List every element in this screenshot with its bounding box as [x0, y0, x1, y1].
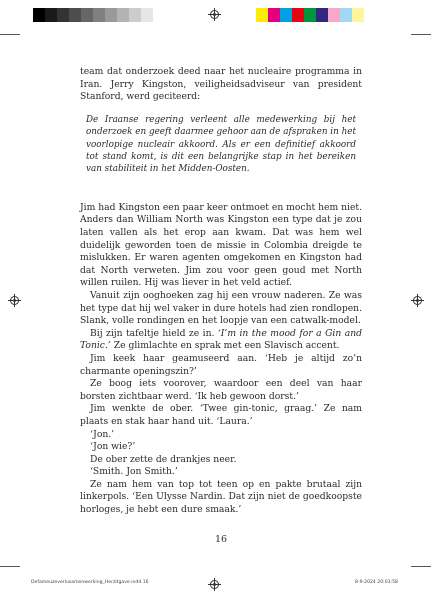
registration-mark-top-icon: [210, 10, 219, 19]
crop-mark: [0, 566, 20, 567]
block-quote: De Iraanse regering verleent alle medewerking bij het onderzoek en geeft daarmee gehoor aan de afspraken in het voorlopige nucleair akkoord. Als er een definitief akkoord tot stand komt, is dit een belangrijke stap in het bereiken van stabiliteit in het Midden-Oosten.: [86, 114, 356, 175]
crop-mark: [411, 566, 431, 567]
slug-filename: Defameuzeverlusamenwerking_Herzitgave.indd 16: [31, 580, 149, 585]
color-swatch: [328, 8, 340, 22]
color-swatch: [268, 8, 280, 22]
gray-swatch: [117, 8, 129, 22]
gray-swatch: [45, 8, 57, 22]
paragraph: Vanuit zijn ooghoeken zag hij een vrouw naderen. Ze was het type dat hij wel vaker in dure hotels had zien rondlopen. Slank, volle rondingen en het loopje van een catwalk-model.: [80, 289, 362, 327]
paragraph: ‘Smith. Jon Smith.’: [90, 466, 178, 478]
paragraph: ‘Jon.’: [90, 428, 115, 440]
gray-swatch: [93, 8, 105, 22]
registration-mark-left-icon: [10, 296, 19, 305]
paragraph: De ober zette de drankjes neer.: [90, 453, 237, 465]
color-swatch: [352, 8, 364, 22]
slug-timestamp: 8-9-2024 20:03:58: [355, 580, 398, 585]
gray-swatch: [33, 8, 45, 22]
crop-mark: [411, 34, 431, 35]
paragraph: Jim wenkte de ober. ‘Twee gin-tonic, graag.’ Ze nam plaats en stak haar hand uit. ‘Laura.’: [80, 403, 362, 427]
paragraph: Ze boog iets voorover, waardoor een deel van haar borsten zichtbaar werd. ‘Ik heb gewoon dorst.’: [80, 378, 362, 402]
book-page-text: [80, 66, 362, 517]
color-swatch: [280, 8, 292, 22]
gray-swatch: [69, 8, 81, 22]
registration-mark-bottom-icon: [210, 580, 219, 589]
color-swatch: [304, 8, 316, 22]
color-bar: [256, 8, 376, 22]
paragraph: Bij zijn tafeltje hield ze in. ‘I’m in the mood for a Gin and Tonic.’ Ze glimlachte en sprak met een Slavisch accent.: [80, 327, 362, 352]
paragraph: Jim keek haar geamuseerd aan. ‘Heb je altijd zo’n charmante openingszin?’: [80, 352, 362, 377]
color-swatch: [292, 8, 304, 22]
color-swatch: [364, 8, 376, 22]
gray-swatch: [129, 8, 141, 22]
paragraph: ‘Jon wie?’: [90, 441, 136, 453]
page-number: 16: [214, 534, 228, 545]
gray-swatch: [141, 8, 153, 22]
paragraph: Jim had Kingston een paar keer ontmoet en mocht hem niet. Anders dan William North was Kingston een type dat je zou laten vallen als het erop aan kwam. Dat was hem wel duidelijk geworden toen de missie in Colombia dreigde te mislukken. Er waren agenten omgekomen en Kingston had dat North verweten. Jim zou voor geen goud met North willen ruilen. Hij was liever in het veld actief.: [80, 201, 362, 289]
color-swatch: [340, 8, 352, 22]
paragraph: Ze nam hem van top tot teen op en pakte brutaal zijn linkerpols. ‘Een Ulysse Nardin. Dat zijn niet de goedkoopste horloges, je hebt een dure smaak.’: [80, 478, 362, 516]
crop-mark: [0, 34, 20, 35]
paragraph: team dat onderzoek deed naar het nucleaire programma in Iran. Jerry Kingston, veiligheidsadviseur van president Stanford, werd geciteerd:: [80, 66, 362, 103]
grayscale-bar: [33, 8, 153, 22]
color-swatch: [256, 8, 268, 22]
gray-swatch: [81, 8, 93, 22]
color-swatch: [316, 8, 328, 22]
gray-swatch: [57, 8, 69, 22]
gray-swatch: [105, 8, 117, 22]
registration-mark-right-icon: [413, 296, 422, 305]
